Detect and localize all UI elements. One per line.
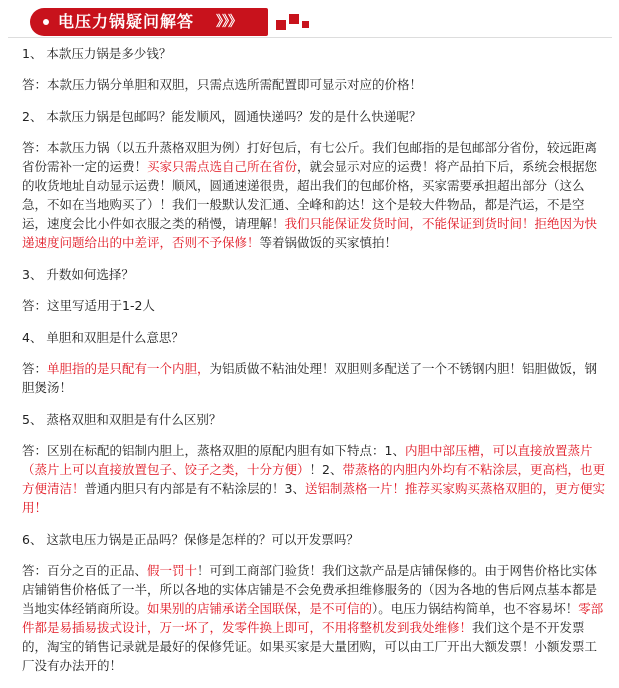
- highlight-text: 买家只需点选自己所在省份: [147, 159, 298, 174]
- answer-text: 答：本款压力锅分单胆和双胆，只需点选所需配置即可显示对应的价格！: [22, 77, 423, 92]
- header-title-banner: [30, 8, 268, 36]
- highlight-text: 如果别的店铺承诺全国联保，是不可信的: [147, 601, 373, 616]
- header-divider: [8, 37, 612, 38]
- highlight-text: 零部件都是易插易拔式设计，万一坏了，发零件换上即可，不用将整机发到我处维修！: [22, 601, 604, 635]
- answer-text: 答：这里写适用于1-2人: [22, 298, 155, 313]
- bullet-dot-icon: [43, 19, 49, 25]
- highlight-text: 假一罚十: [147, 563, 198, 578]
- answer-text: 答：百分之百的正品、: [22, 563, 148, 578]
- answer-text: 等着锅做饭的买家慎拍！: [259, 235, 398, 250]
- section-header: [0, 0, 619, 48]
- highlight-text: 内胆中部压槽，可以直接放置蒸片（蒸片上可以直接放置包子、饺子之类，十分方便）: [22, 443, 593, 477]
- page-title: 电压力锅疑问解答: [58, 12, 195, 31]
- faq-answer: [22, 75, 606, 94]
- answer-text: 我们这个是不开发票的，淘宝的销售记录就是最好的保修凭证。如果买家是大量团购，可以由工厂开出大额发票！小额发票工厂没有办法开的！: [22, 620, 598, 673]
- faq-answer: [22, 561, 606, 675]
- faq-question: 4、 单胆和双胆是什么意思？: [22, 330, 184, 345]
- faq-question: 1、 本款压力锅是多少钱？: [22, 46, 172, 61]
- faq-question: 3、 升数如何选择？: [22, 267, 134, 282]
- faq-answer: [22, 441, 606, 517]
- decorative-square-icon: [289, 14, 299, 24]
- faq-question: 2、 本款压力锅是包邮吗？能发顺风，圆通快递吗？发的是什么快递呢？: [22, 109, 422, 124]
- faq-answer: [22, 359, 606, 397]
- answer-text: 为铝质做不粘油处理！双胆则多配送了一个不锈钢内胆！铝胆做饭，钢胆煲汤！: [22, 361, 598, 395]
- faq-list: [22, 44, 606, 688]
- faq-question: 6、 这款电压力锅是正品吗？保修是怎样的？可以开发票吗？: [22, 532, 359, 547]
- chevron-right-icon: 》》》: [216, 14, 241, 30]
- faq-answer: [22, 296, 606, 315]
- answer-text: 答：区别在标配的铝制内胆上，蒸格双胆的原配内胆有如下特点：1、: [22, 443, 405, 458]
- answer-text: 普通内胆只有内部是有不粘涂层的！3、: [84, 481, 305, 496]
- highlight-text: 带蒸格的内胆内外均有不粘涂层，更高档，也更方便清洁！: [22, 462, 605, 496]
- highlight-text: 送铝制蒸格一片！推荐买家购买蒸格双胆的，更方便实用！: [22, 481, 605, 515]
- answer-text: ！可到工商部门验货！我们这款产品是店铺保修的。由于网售价格比实体店铺销售价格低了一半，所以各地的实体店铺是不会免费承担维修服务的（因为各地的售后网点基本都是当地实体经销商所设。: [22, 563, 598, 616]
- answer-text: ！2、: [309, 462, 343, 477]
- highlight-text: 单胆指的是只配有一个内胆，: [47, 361, 210, 376]
- answer-text: 答：本款压力锅（以五升蒸格双胆为例）打好包后，有七公斤。我们包邮指的是包邮部分省份，较远距离省份需补一定的运费！: [22, 140, 598, 174]
- answer-text: 答：: [22, 361, 48, 376]
- answer-text: ，就会显示对应的运费！将产品拍下后，系统会根据您的收货地址自动显示运费！顺风，圆通速递很贵，超出我们的包邮价格，买家需要承担超出部分（这么急，不如在当地购买了）！我们一般默认发汇通、全峰和韵达！这个是较大件物品，都是汽运，不是空运，速度会比小件如衣服之类的稍慢，请理解！: [22, 159, 598, 231]
- answer-text: ）。电压力锅结构简单，也不容易坏！: [372, 601, 579, 616]
- faq-answer: [22, 138, 606, 252]
- faq-question: 5、 蒸格双胆和双胆是有什么区别？: [22, 412, 222, 427]
- decorative-square-icon: [276, 20, 286, 30]
- highlight-text: 我们只能保证发货时间，不能保证到货时间！拒绝因为快递速度问题给出的中差评，否则不予保修！: [22, 216, 598, 250]
- decorative-square-icon: [302, 21, 309, 28]
